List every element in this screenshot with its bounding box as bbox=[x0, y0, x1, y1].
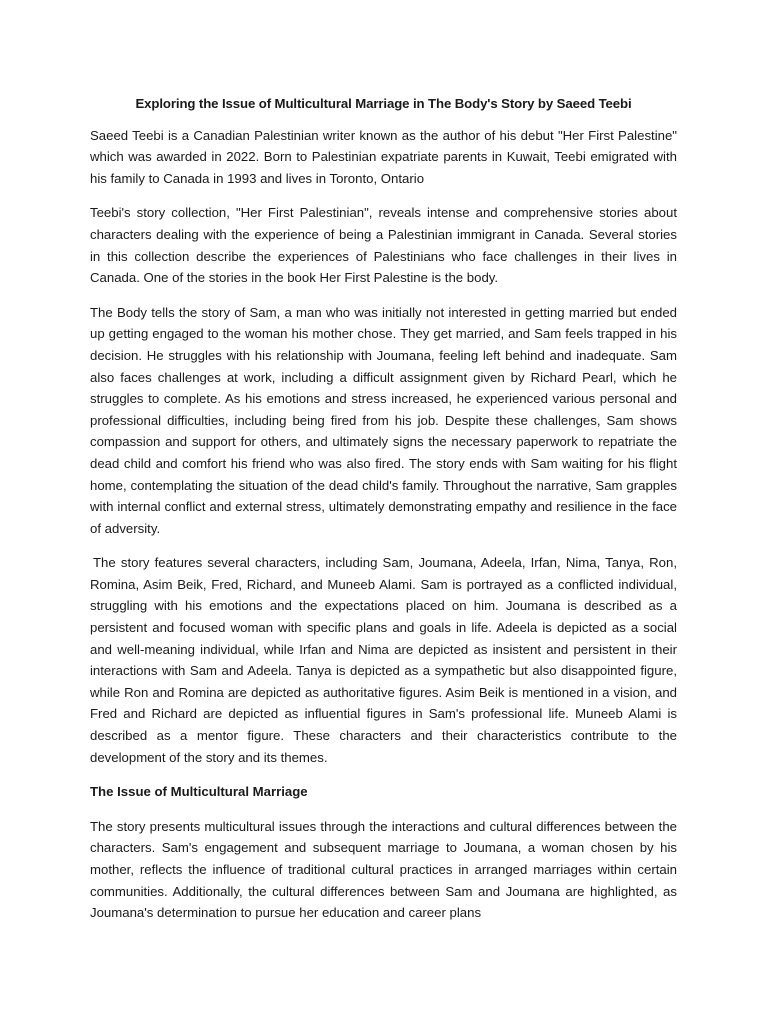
paragraph-characters: The story features several characters, including Sam, Joumana, Adeela, Irfan, Nima, Tanya, Ron, Romina, Asim Beik, Fred, Richard, and Muneeb Alami. Sam is portrayed as a conflicted individual, struggling with his emotions and the expectations placed on him. Joumana is described as a persistent and focused woman with specific plans and goals in life. Adeela is depicted as a social and well-meaning individual, while Irfan and Nima are depicted as insistent and persistent in their interactions with Sam and Adeela. Tanya is depicted as a sympathetic but also disappointed figure, while Ron and Romina are depicted as authoritative figures. Asim Beik is mentioned in a vision, and Fred and Richard are depicted as influential figures in Sam's professional life. Muneeb Alami is described as a mentor figure. These characters and their characteristics contribute to the development of the story and its themes. bbox=[90, 555, 677, 765]
document-body bbox=[90, 93, 677, 937]
section-heading: The Issue of Multicultural Marriage bbox=[90, 784, 308, 800]
paragraph-author-intro: Saeed Teebi is a Canadian Palestinian writer known as the author of his debut "Her First Palestine" which was awarded in 2022. Born to Palestinian expatriate parents in Kuwait, Teebi emigrated with his family to Canada in 1993 and lives in Toronto, Ontario bbox=[90, 127, 677, 186]
paragraph-story-collection: Teebi's story collection, "Her First Palestinian", reveals intense and comprehensive stories about characters dealing with the experience of being a Palestinian immigrant in Canada. Several stories in this collection describe the experiences of Palestinians who face challenges in their lives in Canada. One of the stories in the book Her First Palestine is the body. bbox=[90, 205, 677, 286]
document-title: Exploring the Issue of Multicultural Marriage in The Body's Story by Saeed Teebi bbox=[135, 96, 632, 111]
paragraph-multicultural-issues: The story presents multicultural issues through the interactions and cultural differences between the characters. Sam's engagement and subsequent marriage to Joumana, a woman chosen by his mother, reflects the influence of traditional cultural practices in arranged marriages within certain communities. Additionally, the cultural differences between Sam and Joumana are highlighted, as Joumana's determination to pursue her education and career plans bbox=[90, 818, 677, 921]
paragraph-story-summary: The Body tells the story of Sam, a man who was initially not interested in getting married but ended up getting engaged to the woman his mother chose. They get married, and Sam feels trapped in his decision. He struggles with his relationship with Joumana, feeling left behind and inadequate. Sam also faces challenges at work, including a difficult assignment given by Richard Pearl, which he struggles to complete. As his emotions and stress increased, he experienced various personal and professional difficulties, including being fired from his job. Despite these challenges, Sam shows compassion and support for others, and ultimately signs the necessary paperwork to repatriate the dead child and comfort his friend who was also fired. The story ends with Sam waiting for his flight home, contemplating the situation of the dead child's family. Throughout the narrative, Sam grapples with internal conflict and external stress, ultimately demonstrating empathy and resilience in the face of adversity. bbox=[90, 304, 677, 536]
